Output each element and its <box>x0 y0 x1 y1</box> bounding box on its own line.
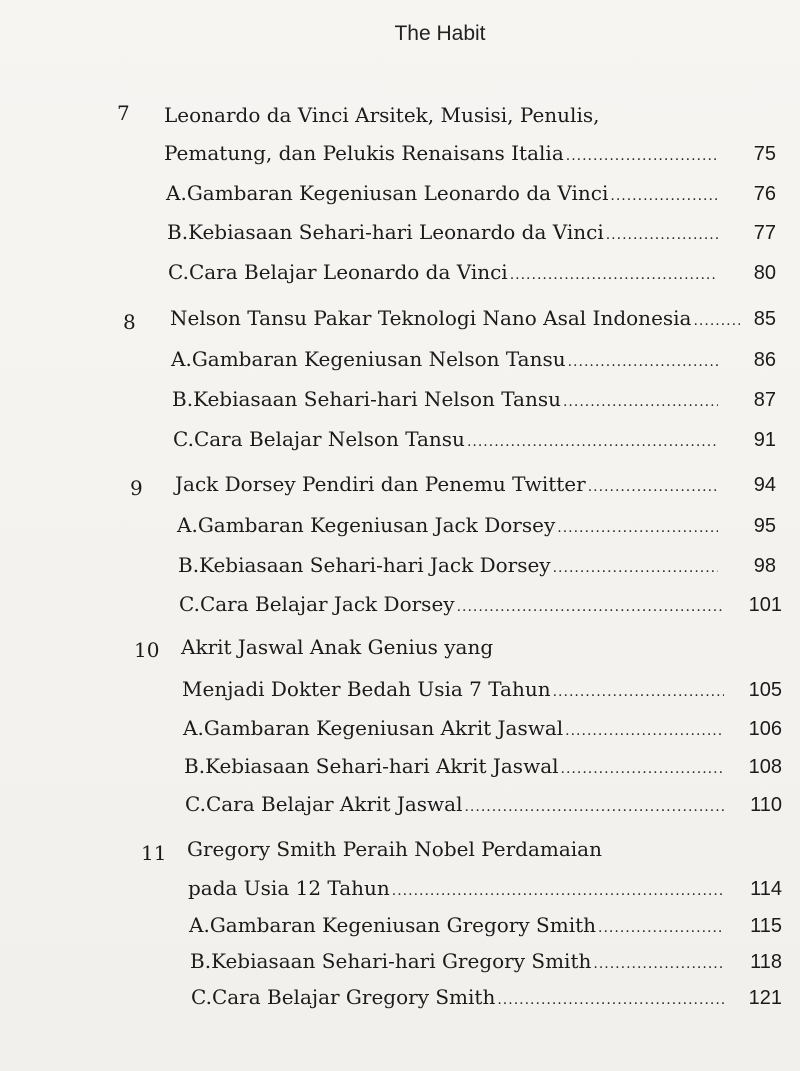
section-title: Gambaran Kegeniusan Leonardo da Vinci <box>186 181 609 205</box>
dot-leader <box>553 554 718 582</box>
dot-leader <box>561 755 724 783</box>
page-number: 105 <box>748 679 782 701</box>
dot-leader <box>553 678 724 706</box>
page-number: 110 <box>750 794 782 816</box>
section-letter: B. <box>178 553 200 577</box>
dot-leader <box>457 593 724 621</box>
page-number: 94 <box>753 474 776 496</box>
dot-leader <box>598 914 724 942</box>
section-letter: B. <box>172 387 194 411</box>
toc-entry-chapter[interactable] <box>182 675 782 703</box>
section-letter: B. <box>190 949 212 973</box>
section-title: Gambaran Kegeniusan Gregory Smith <box>209 913 597 937</box>
page-number: 121 <box>748 987 782 1009</box>
toc-entry-section[interactable] <box>189 911 782 939</box>
section-letter: A. <box>189 913 210 937</box>
dot-leader <box>557 514 718 542</box>
toc-entry-section[interactable] <box>173 425 776 453</box>
dot-leader <box>606 221 718 249</box>
section-title: Cara Belajar Akrit Jaswal <box>205 792 463 816</box>
section-title: Gambaran Kegeniusan Akrit Jaswal <box>203 716 564 740</box>
running-head-title: The Habit <box>394 22 486 45</box>
toc-entry-section[interactable] <box>172 385 776 413</box>
dot-leader <box>464 793 724 821</box>
dot-leader <box>593 950 724 978</box>
section-title: Kebiasaan Sehari-hari Leonardo da Vinci <box>188 220 604 244</box>
page-number: 86 <box>753 349 776 371</box>
chapter-title-text: Leonardo da Vinci Arsitek, Musisi, Penulis, <box>164 103 600 127</box>
page-number: 95 <box>753 515 776 537</box>
page-number: 108 <box>748 756 782 778</box>
section-letter: C. <box>185 792 206 816</box>
dot-leader <box>467 428 718 456</box>
toc-entry-section[interactable] <box>179 590 782 618</box>
section-title: Kebiasaan Sehari-hari Gregory Smith <box>211 949 592 973</box>
chapter-title-text: Jack Dorsey Pendiri dan Penemu Twitter <box>175 472 586 496</box>
chapter-title-text: Gregory Smith Peraih Nobel Perdamaian <box>187 837 602 861</box>
dot-leader <box>565 717 724 745</box>
chapter-title-text: pada Usia 12 Tahun <box>188 876 390 900</box>
toc-entry-section[interactable] <box>190 947 782 975</box>
page-number: 80 <box>753 262 776 284</box>
toc-entry-section[interactable] <box>178 551 776 579</box>
dot-leader <box>392 877 724 905</box>
dot-leader <box>497 986 724 1014</box>
section-title: Kebiasaan Sehari-hari Nelson Tansu <box>193 387 561 411</box>
section-title: Cara Belajar Nelson Tansu <box>193 427 465 451</box>
chapter-number: 8 <box>123 310 136 334</box>
chapter-number: 9 <box>130 476 143 500</box>
toc-entry-section[interactable] <box>177 511 776 539</box>
toc-entry-section[interactable] <box>185 790 782 818</box>
dot-leader <box>510 261 718 289</box>
page-number: 101 <box>748 594 782 616</box>
section-letter: A. <box>166 181 187 205</box>
page-number: 85 <box>753 308 776 330</box>
page-number: 118 <box>750 951 782 973</box>
page-number: 87 <box>753 389 776 411</box>
toc-entry-chapter[interactable] <box>188 874 782 902</box>
chapter-title-text: Akrit Jaswal Anak Genius yang <box>181 635 494 659</box>
toc-entry-chapter[interactable] <box>170 304 776 332</box>
section-letter: C. <box>173 427 194 451</box>
chapter-number: 7 <box>117 101 130 125</box>
section-letter: C. <box>168 260 189 284</box>
section-title: Cara Belajar Leonardo da Vinci <box>188 260 508 284</box>
chapter-number: 10 <box>134 638 160 662</box>
section-letter: B. <box>167 220 189 244</box>
page-number: 75 <box>753 143 776 165</box>
toc-entry-chapter[interactable] <box>164 139 776 167</box>
page-number: 114 <box>750 878 782 900</box>
section-title: Kebiasaan Sehari-hari Akrit Jaswal <box>205 754 559 778</box>
chapter-number: 11 <box>141 841 167 865</box>
chapter-title-text: Menjadi Dokter Bedah Usia 7 Tahun <box>182 677 551 701</box>
toc-entry-section[interactable] <box>168 258 776 286</box>
page-number: 77 <box>753 222 776 244</box>
dot-leader <box>588 473 718 501</box>
section-title: Gambaran Kegeniusan Nelson Tansu <box>191 347 566 371</box>
section-title: Cara Belajar Gregory Smith <box>211 985 496 1009</box>
toc-entry-section[interactable] <box>184 752 782 780</box>
toc-entry-chapter[interactable] <box>175 470 776 498</box>
page-number: 76 <box>753 183 776 205</box>
chapter-title-line <box>187 835 747 863</box>
page-number: 98 <box>753 555 776 577</box>
section-letter: A. <box>171 347 192 371</box>
toc-entry-section[interactable] <box>183 714 782 742</box>
toc-entry-section[interactable] <box>171 345 776 373</box>
toc-entry-section[interactable] <box>166 179 776 207</box>
section-letter: A. <box>183 716 204 740</box>
section-title: Kebiasaan Sehari-hari Jack Dorsey <box>199 553 551 577</box>
toc-entry-section[interactable] <box>191 983 782 1011</box>
section-letter: C. <box>179 592 200 616</box>
section-title: Cara Belajar Jack Dorsey <box>199 592 455 616</box>
dot-leader <box>693 307 740 335</box>
chapter-title-line <box>181 633 741 661</box>
section-letter: A. <box>177 513 198 537</box>
page-number: 91 <box>753 429 776 451</box>
toc-entry-section[interactable] <box>167 218 776 246</box>
dot-leader <box>566 142 718 170</box>
section-title: Gambaran Kegeniusan Jack Dorsey <box>197 513 556 537</box>
chapter-title-line <box>164 101 764 129</box>
dot-leader <box>610 182 718 210</box>
section-letter: C. <box>191 985 212 1009</box>
dot-leader <box>568 348 718 376</box>
page-number: 115 <box>750 915 782 937</box>
page-number: 106 <box>748 718 782 740</box>
chapter-title-text: Pematung, dan Pelukis Renaisans Italia <box>164 141 564 165</box>
section-letter: B. <box>184 754 206 778</box>
chapter-title-text: Nelson Tansu Pakar Teknologi Nano Asal Indonesia <box>170 306 692 330</box>
dot-leader <box>563 388 718 416</box>
